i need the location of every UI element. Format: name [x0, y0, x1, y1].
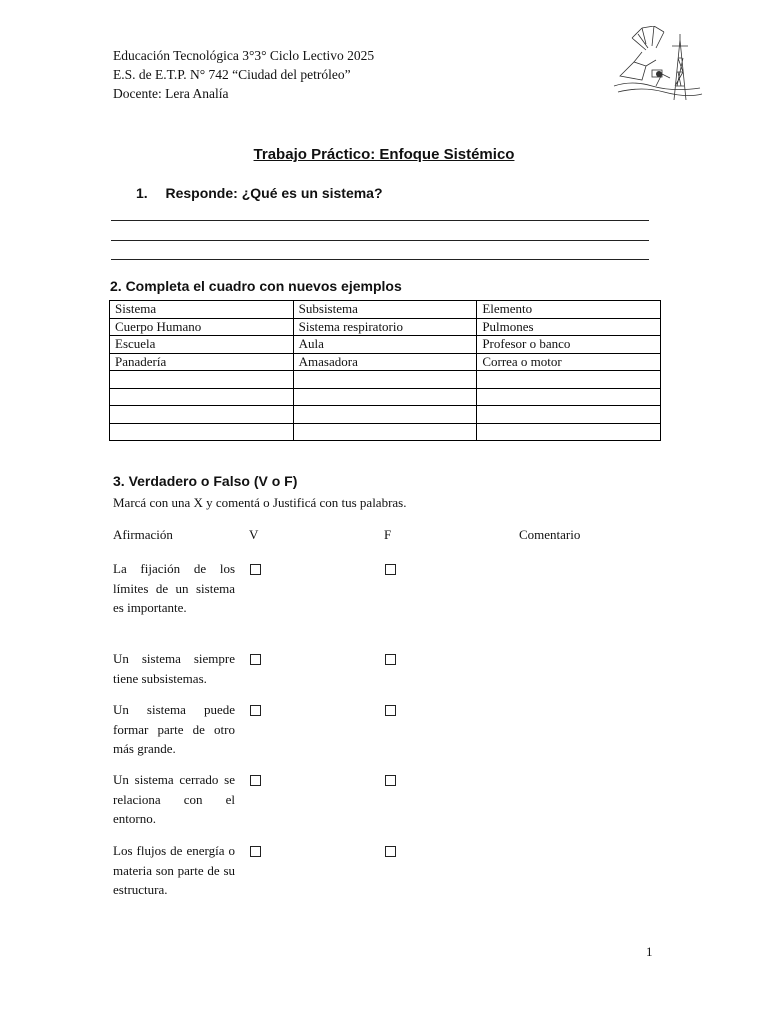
statement-text: Un sistema cerrado se relaciona con el entorno. [113, 772, 235, 826]
question-1-heading [136, 185, 383, 201]
table-row-empty [110, 371, 661, 389]
true-checkbox[interactable] [250, 564, 261, 575]
header-teacher-line: Docente: Lera Analía [113, 86, 229, 101]
table-cell: Panadería [110, 353, 294, 371]
table-cell[interactable] [293, 423, 477, 441]
column-header-statement: Afirmación [113, 527, 173, 542]
table-cell[interactable] [110, 406, 294, 424]
header-school-line: E.S. de E.T.P. N° 742 “Ciudad del petróleo” [113, 67, 351, 82]
statement-text: La fijación de los límites de un sistema es importante. [113, 561, 235, 615]
document-header [113, 46, 374, 103]
false-checkbox[interactable] [385, 846, 396, 857]
table-cell: Sistema respiratorio [293, 318, 477, 336]
true-checkbox[interactable] [250, 705, 261, 716]
answer-line [111, 259, 649, 260]
question-2-heading: 2. Completa el cuadro con nuevos ejemplos [110, 278, 402, 294]
table-cell: Amasadora [293, 353, 477, 371]
false-checkbox[interactable] [385, 564, 396, 575]
table-row [110, 336, 661, 354]
table-row [110, 353, 661, 371]
true-checkbox[interactable] [250, 846, 261, 857]
header-course-line: Educación Tecnológica 3°3° Ciclo Lectivo 2025 [113, 48, 375, 63]
table-cell[interactable] [110, 388, 294, 406]
page-title: Trabajo Práctico: Enfoque Sistémico [253, 146, 515, 163]
table-cell: Profesor o banco [477, 336, 661, 354]
column-header-true: V [249, 527, 259, 542]
table-cell[interactable] [477, 388, 661, 406]
table-cell[interactable] [477, 371, 661, 389]
false-checkbox[interactable] [385, 654, 396, 665]
systems-table [109, 300, 661, 441]
column-header-comment: Comentario [519, 527, 581, 542]
table-cell[interactable] [293, 388, 477, 406]
statement-text: Los flujos de energía o materia son parte de su estructura. [113, 843, 235, 897]
table-cell[interactable] [293, 406, 477, 424]
table-cell: Cuerpo Humano [110, 318, 294, 336]
table-cell[interactable] [110, 371, 294, 389]
table-cell[interactable] [477, 406, 661, 424]
table-cell: Pulmones [477, 318, 661, 336]
true-checkbox[interactable] [250, 654, 261, 665]
false-checkbox[interactable] [385, 775, 396, 786]
table-header-cell: Subsistema [293, 301, 477, 319]
answer-line [111, 220, 649, 221]
table-row-empty [110, 388, 661, 406]
question-1-text: Responde: ¿Qué es un sistema? [165, 185, 383, 201]
table-header-row [110, 301, 661, 319]
table-row [110, 318, 661, 336]
school-logo [612, 26, 704, 102]
question-1-number: 1. [136, 185, 148, 201]
table-cell: Aula [293, 336, 477, 354]
true-checkbox[interactable] [250, 775, 261, 786]
table-cell[interactable] [293, 371, 477, 389]
table-cell[interactable] [477, 423, 661, 441]
table-header-cell: Sistema [110, 301, 294, 319]
table-cell: Correa o motor [477, 353, 661, 371]
table-header-cell: Elemento [477, 301, 661, 319]
page-number: 1 [646, 944, 653, 959]
statement-text: Un sistema siempre tiene subsistemas. [113, 651, 235, 686]
table-cell[interactable] [110, 423, 294, 441]
false-checkbox[interactable] [385, 705, 396, 716]
table-row-empty [110, 423, 661, 441]
question-3-heading: 3. Verdadero o Falso (V o F) [113, 473, 298, 489]
table-cell: Escuela [110, 336, 294, 354]
statement-text: Un sistema puede formar parte de otro más grande. [113, 702, 235, 756]
question-3-instructions: Marcá con una X y comentá o Justificá con tus palabras. [113, 495, 407, 510]
table-row-empty [110, 406, 661, 424]
answer-line [111, 240, 649, 241]
column-header-false: F [384, 527, 392, 542]
